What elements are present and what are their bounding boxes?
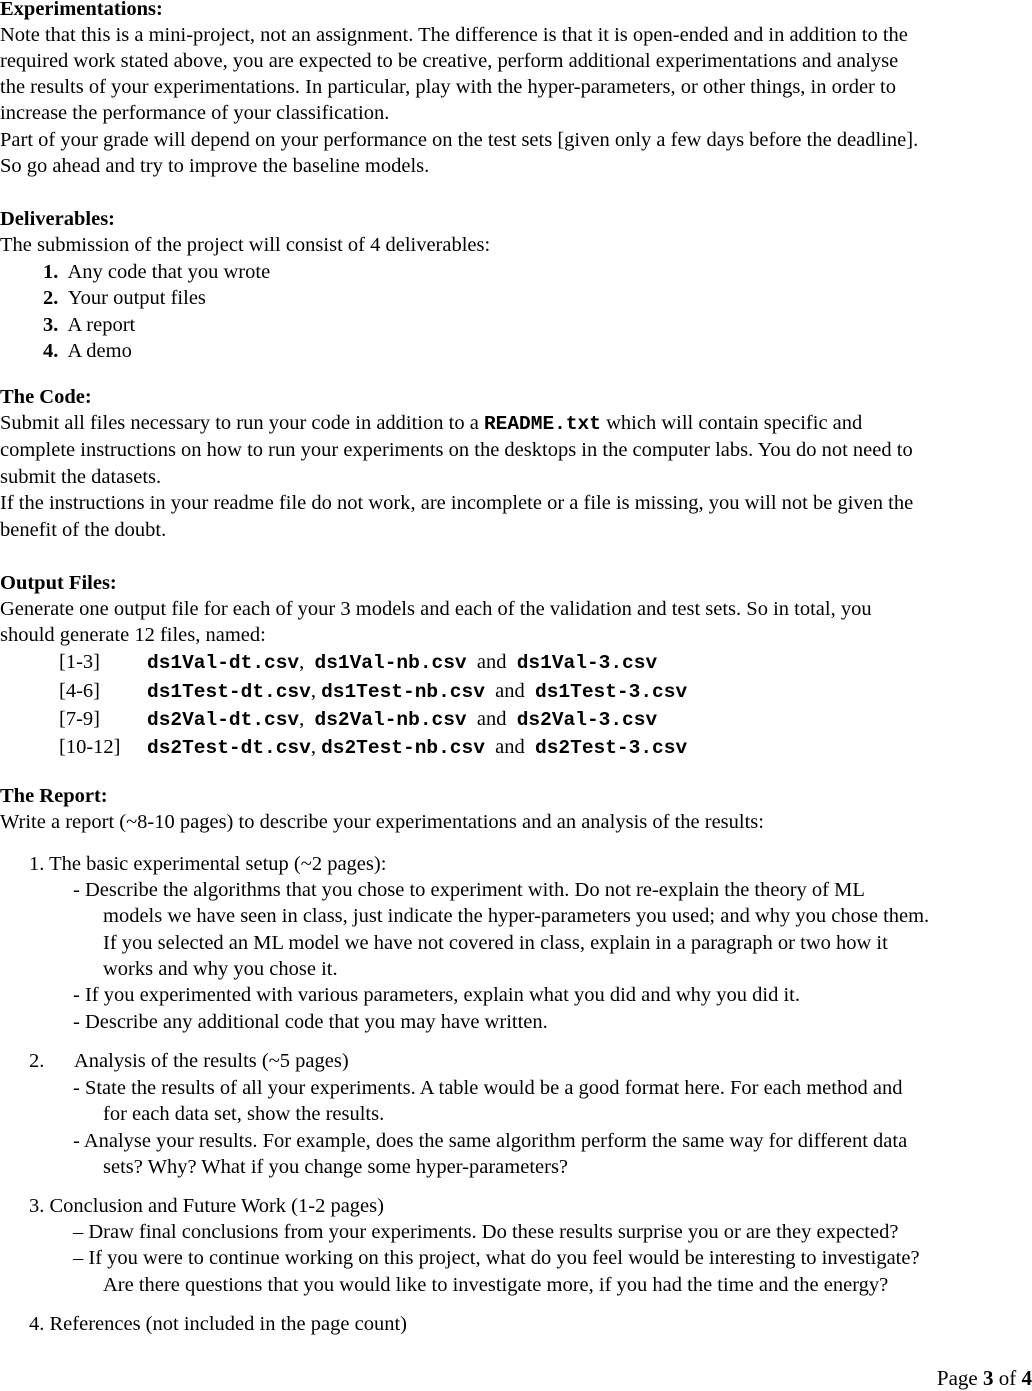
report-bullet: - Describe any additional code that you may have written. (73, 1011, 548, 1033)
file-and: and (495, 680, 525, 702)
report-bullet: - Describe the algorithms that you chose to experiment with. Do not re-explain the theory of ML (73, 879, 865, 901)
deliverable-text: A report (67, 314, 136, 336)
output-files-heading: Output Files: (0, 572, 117, 594)
experimentations-line: Part of your grade will depend on your performance on the test sets [given only a few days before the deadline]. (0, 129, 919, 151)
report-bullet-cont: If you selected an ML model we have not covered in class, explain in a paragraph or two how it (103, 932, 888, 954)
experimentations-line: increase the performance of your classification. (0, 102, 390, 124)
report-bullet-cont: models we have seen in class, just indicate the hyper-parameters you used; and why you chose them. (103, 905, 930, 927)
page-label: Page (936, 1366, 978, 1390)
code-line-text: which will contain specific and (600, 412, 863, 434)
deliverables-intro: The submission of the project will consist of 4 deliverables: (0, 234, 491, 256)
deliverable-text: Your output files (67, 287, 206, 309)
deliverable-number: 3. (43, 314, 59, 336)
report-section-title: 1. The basic experimental setup (~2 pages): (29, 853, 387, 875)
file-row: ds2Val-dt.csv, ds2Val-nb.csv and ds2Val-3.csv (147, 708, 658, 731)
filename: ds1Test-nb.csv (321, 681, 485, 703)
file-row: ds1Test-dt.csv, ds1Test-nb.csv and ds1Test-3.csv (147, 680, 688, 703)
code-line-text: Submit all files necessary to run your code in addition to a (0, 412, 484, 434)
output-files-line: Generate one output file for each of your 3 models and each of the validation and test sets. So in total, you (0, 598, 872, 620)
file-range: [10-12] (59, 736, 121, 758)
deliverable-item (43, 259, 270, 285)
code-line (0, 410, 862, 437)
deliverable-number: 1. (43, 261, 59, 283)
filename: ds2Val-dt.csv (147, 709, 300, 731)
page-current: 3 (983, 1366, 994, 1390)
deliverable-item (43, 285, 206, 311)
deliverable-item (43, 338, 132, 364)
file-range: [1-3] (59, 651, 100, 673)
file-range: [7-9] (59, 708, 100, 730)
filename: ds1Test-3.csv (535, 681, 688, 703)
filename: ds1Val-dt.csv (147, 652, 300, 674)
report-section-title: 3. Conclusion and Future Work (1-2 pages) (29, 1195, 384, 1217)
deliverables-heading: Deliverables: (0, 208, 115, 230)
report-bullet: - If you experimented with various parameters, explain what you did and why you did it. (73, 984, 800, 1006)
report-bullet-cont: works and why you chose it. (103, 958, 338, 980)
filename: ds1Test-dt.csv (147, 681, 311, 703)
filename: ds2Val-3.csv (516, 709, 658, 731)
report-bullet-cont: sets? Why? What if you change some hyper-parameters? (103, 1156, 569, 1178)
filename: ds2Val-nb.csv (314, 709, 467, 731)
deliverable-item (43, 312, 135, 338)
experimentations-line: So go ahead and try to improve the baseline models. (0, 155, 430, 177)
filename: ds2Test-dt.csv (147, 737, 311, 759)
code-line: complete instructions on how to run your experiments on the desktops in the computer labs. You do not need to (0, 439, 913, 461)
file-row: ds1Val-dt.csv, ds1Val-nb.csv and ds1Val-3.csv (147, 651, 658, 674)
deliverable-number: 2. (43, 287, 59, 309)
report-bullet: – Draw final conclusions from your experiments. Do these results surprise you or are they expected? (73, 1221, 899, 1243)
readme-filename: README.txt (483, 413, 601, 435)
report-bullet-cont: for each data set, show the results. (103, 1103, 385, 1125)
code-heading: The Code: (0, 386, 92, 408)
code-line: If the instructions in your readme file do not work, are incomplete or a file is missing, you will not be given the (0, 492, 914, 514)
deliverable-number: 4. (43, 340, 59, 362)
report-section-title: Analysis of the results (~5 pages) (74, 1050, 349, 1072)
report-section-number: 2. (29, 1050, 45, 1072)
page-of: of (998, 1366, 1017, 1390)
filename: ds2Test-3.csv (535, 737, 688, 759)
deliverable-text: A demo (67, 340, 132, 362)
filename: ds2Test-nb.csv (321, 737, 485, 759)
file-and: and (476, 651, 507, 673)
code-line: benefit of the doubt. (0, 519, 167, 541)
page-total: 4 (1021, 1366, 1032, 1390)
deliverable-text: Any code that you wrote (67, 261, 271, 283)
report-heading: The Report: (0, 785, 108, 807)
experimentations-line: required work stated above, you are expected to be creative, perform additional experimentations and analyse (0, 50, 899, 72)
file-and: and (476, 708, 507, 730)
filename: ds1Val-3.csv (516, 652, 658, 674)
report-section-title: 4. References (not included in the page count) (29, 1313, 407, 1335)
experimentations-line: the results of your experimentations. In particular, play with the hyper-parameters, or other things, in order to (0, 76, 896, 98)
experimentations-heading: Experimentations: (0, 0, 163, 20)
report-bullet: - Analyse your results. For example, does the same algorithm perform the same way for different data (73, 1130, 908, 1152)
file-row: ds2Test-dt.csv, ds2Test-nb.csv and ds2Test-3.csv (147, 736, 688, 759)
filename: ds1Val-nb.csv (314, 652, 467, 674)
output-files-line: should generate 12 files, named: (0, 624, 266, 646)
code-line: submit the datasets. (0, 466, 162, 488)
report-bullet: - State the results of all your experiments. A table would be a good format here. For each method and (73, 1077, 903, 1099)
file-and: and (495, 736, 525, 758)
report-bullet-cont: Are there questions that you would like to investigate more, if you had the time and the energy? (103, 1274, 889, 1296)
file-range: [4-6] (59, 680, 100, 702)
experimentations-line: Note that this is a mini-project, not an assignment. The difference is that it is open-ended and in addition to the (0, 24, 908, 46)
report-bullet: – If you were to continue working on this project, what do you feel would be interesting to investigate? (73, 1247, 920, 1269)
report-intro: Write a report (~8-10 pages) to describe your experimentations and an analysis of the results: (0, 811, 764, 833)
page-number (937, 1365, 1032, 1391)
